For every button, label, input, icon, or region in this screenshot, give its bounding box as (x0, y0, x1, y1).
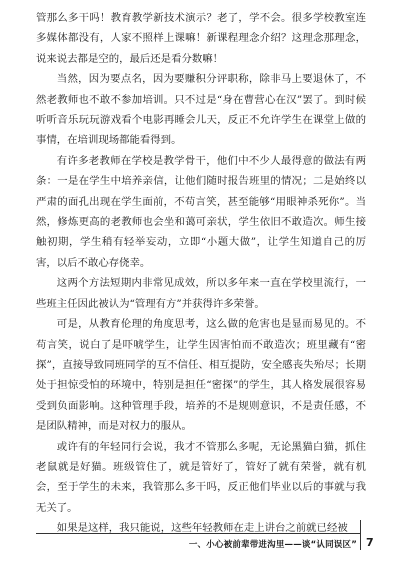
running-footer-title: 一、小心被前辈带进沟里——谈“认同误区” (188, 540, 357, 550)
footer-divider (36, 533, 364, 534)
paragraph: 如果是这样，我只能说，这些年轻教师在走上讲台之前就已经被 (56, 522, 348, 535)
paragraph: 可是，从教育伦理的角度思考，这么做的危害也是显而易见的。不苟言笑，说白了是吓唬学生，让学生因害怕而不敢造次；班里藏有“密探”，直接导致同班同学的互不信任、相互提防，安全感丧失殆尽；长期处于担惊受怕的环境中，特别是担任“密探”的学生，其人格发展很容易受到负面影响。这种管理手段，培养的不是规则意识，不是责任感，不是团队精神，而是对权力的服从。 (36, 318, 366, 433)
paragraph: 当然，因为要点名，因为要赚积分评职称，除非马上要退休了，不然老教师也不敢不参加培训。只不过是“身在曹营心在汉”罢了。到时候听听音乐玩玩游戏看个电影再睡会儿天，反正不允许学生在课堂上做的事情，在培训现场都能看得到。 (36, 73, 366, 147)
paragraph: 或许有的年轻同行会说，我才不管那么多呢，无论黑猫白猫，抓住老鼠就是好猫。班级管住了，就是管好了，管好了就有荣誉，就有机会，至于学生的未来，我管那么多干吗，反正他们毕业以后的事就与我无关了。 (36, 440, 366, 514)
body-text (36, 8, 366, 539)
paragraph: 有许多老教师在学校是教学骨干，他们中不少人最得意的做法有两条：一是在学生中培养亲信，让他们随时报告班里的情况；二是始终以严肃的面孔出现在学生面前，不苟言笑，甚至能够“用眼神杀死你”。当然，修炼更高的老教师也会坐和蔼可亲状，学生依旧不敢造次。师生接触初期，学生稍有轻举妄动，立即“小题大做”，让学生知道自己的厉害，以后不敢心存侥幸。 (36, 154, 366, 269)
paragraph-continued: 管那么多干吗！教育教学新技术演示？老了，学不会。很多学校教室连多媒体都没有，人家不照样上课嘛！新课程理念介绍？这理念那理念，说来说去都是空的，最后还是看分数嘛！ (36, 12, 366, 65)
page-number: 7 (366, 536, 374, 549)
paragraph: 这两个方法短期内非常见成效，所以多年来一直在学校里流行，一些班主任因此被认为“管理有方”并获得许多荣誉。 (36, 277, 366, 310)
